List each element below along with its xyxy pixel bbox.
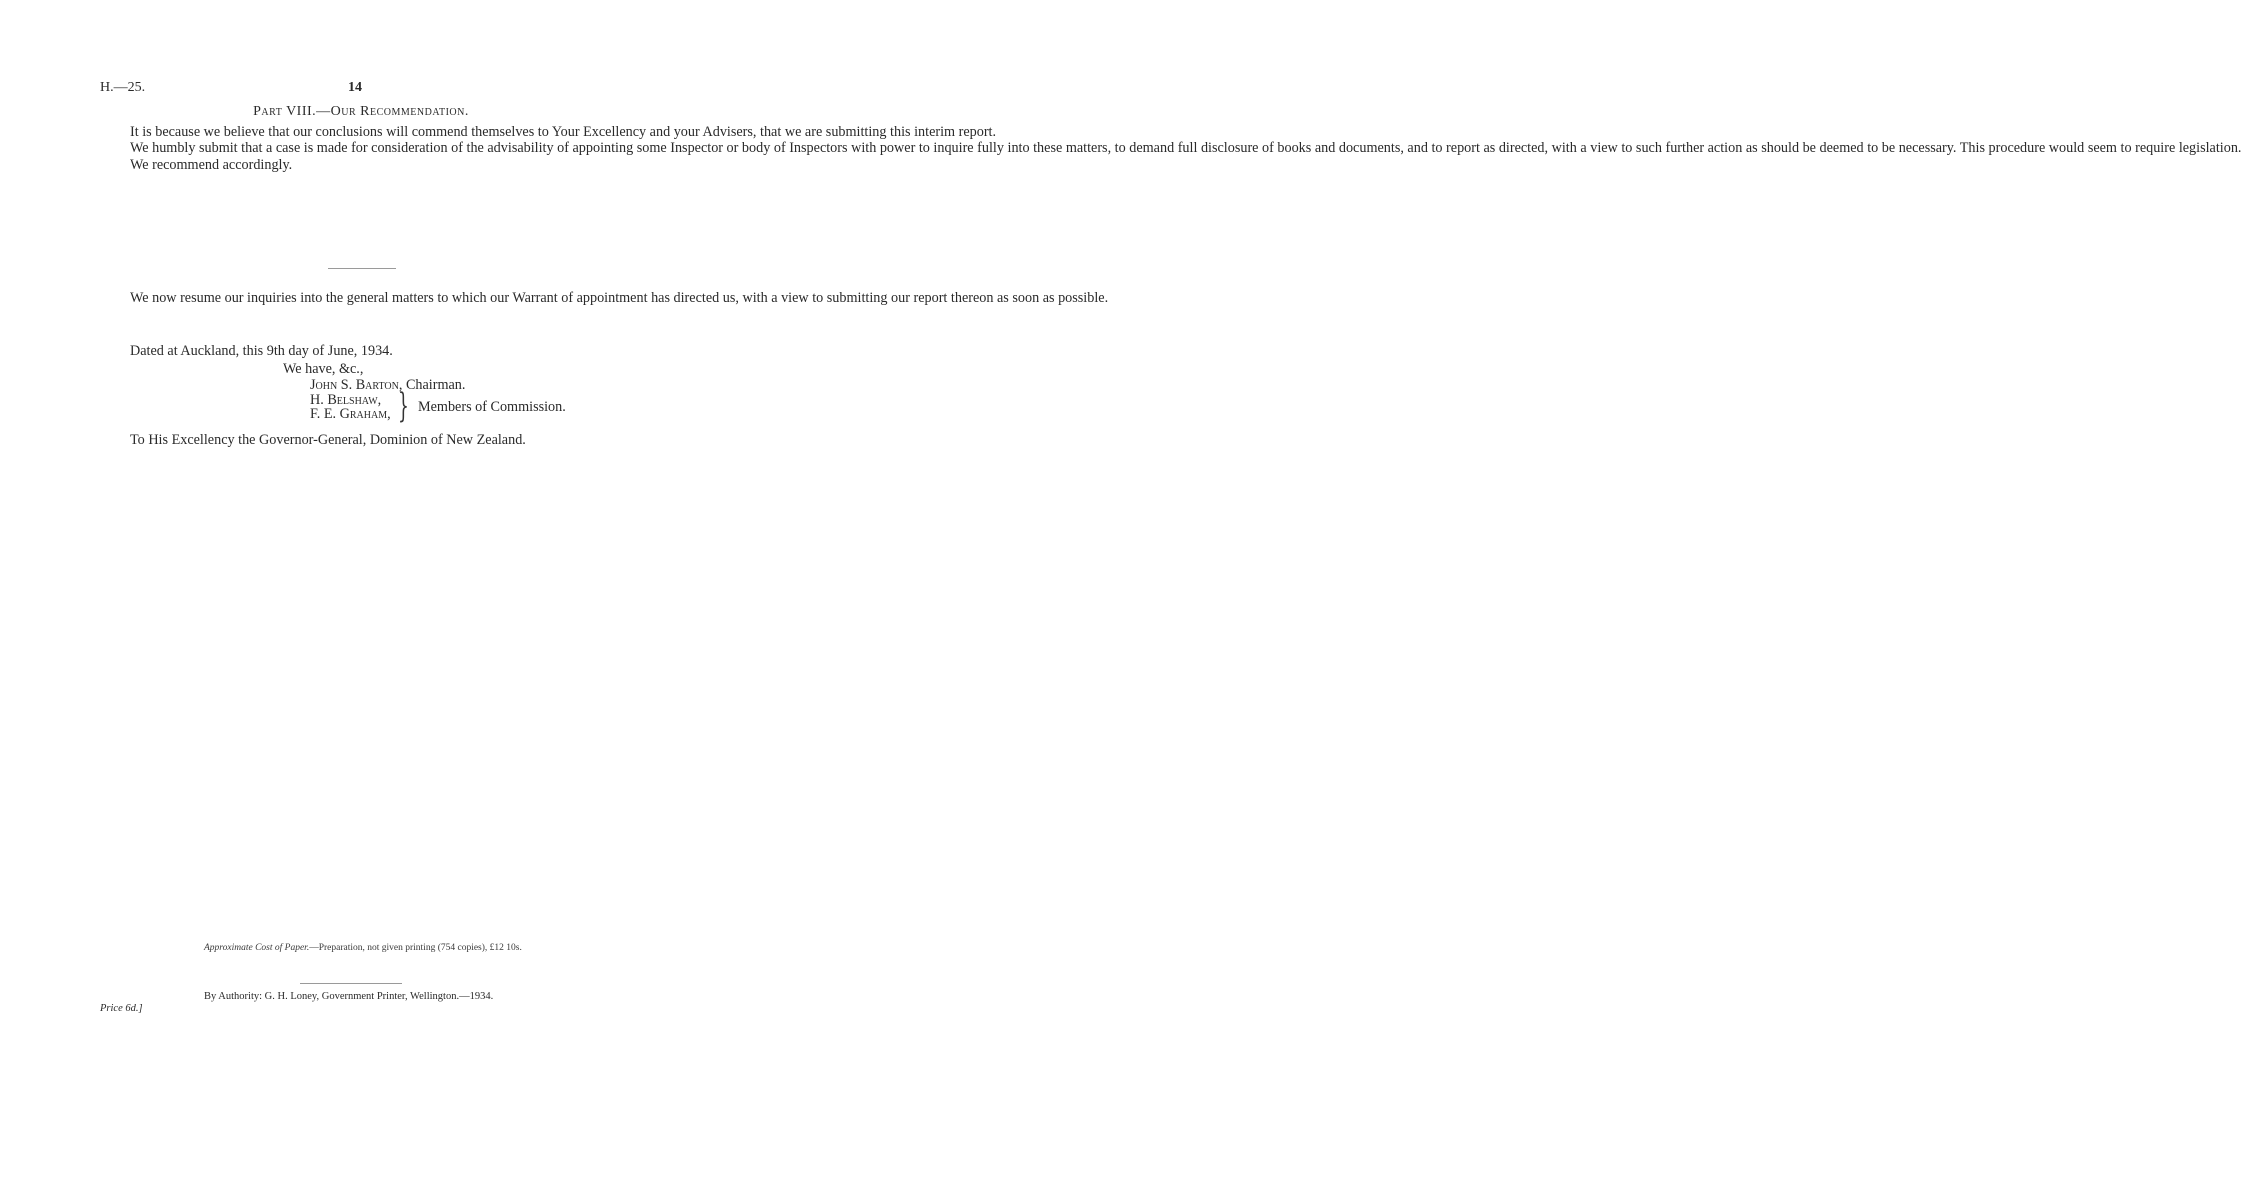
member-signature: F. E. Graham, xyxy=(310,406,391,422)
chairman-name: John S. Barton xyxy=(310,377,399,393)
section-heading: Part VIII.—Our Recommendation. xyxy=(253,104,469,119)
cost-label: Approximate Cost of Paper. xyxy=(204,943,310,953)
member-signature: H. Belshaw, xyxy=(310,392,382,408)
paragraph: We humbly submit that a case is made for consideration of the advisability of appointing some Inspector or body of Inspectors with power to inquire fully into these matters, to demand full disclosure of books and documents, and to report as directed, with a view to such further action as should be deemed to be necessary. This procedure would seem to require legislation. xyxy=(130,140,2241,157)
members-role: Members of Commission. xyxy=(418,399,566,415)
recommendation-text xyxy=(100,124,2241,173)
paragraph: It is because we believe that our conclusions will commend themselves to Your Excellency and your Advisers, that we are submitting this interim report. xyxy=(130,124,997,140)
page-number: 14 xyxy=(348,80,362,95)
paragraph: We now resume our inquiries into the general matters to which our Warrant of appointment has directed us, with a view to submitting our report thereon as soon as possible. xyxy=(130,290,1109,306)
dated-line: Dated at Auckland, this 9th day of June, 1934. xyxy=(130,343,393,359)
footer-divider xyxy=(300,983,402,984)
chairman-role: , Chairman. xyxy=(398,377,466,393)
brace-icon: } xyxy=(398,386,409,426)
price-note: Price 6d.] xyxy=(100,1003,143,1014)
we-have-line: We have, &c., xyxy=(283,361,364,377)
addressee-line: To His Excellency the Governor-General, Dominion of New Zealand. xyxy=(130,432,526,448)
resume-text xyxy=(100,290,1109,306)
cost-note xyxy=(204,943,522,953)
document-id: H.—25. xyxy=(100,80,146,95)
paragraph: We recommend accordingly. xyxy=(130,156,293,173)
printer-authority: By Authority: G. H. Loney, Government Printer, Wellington.—1934. xyxy=(204,991,494,1002)
cost-text: —Preparation, not given printing (754 copies), £12 10s. xyxy=(309,943,522,953)
section-divider xyxy=(328,268,396,269)
